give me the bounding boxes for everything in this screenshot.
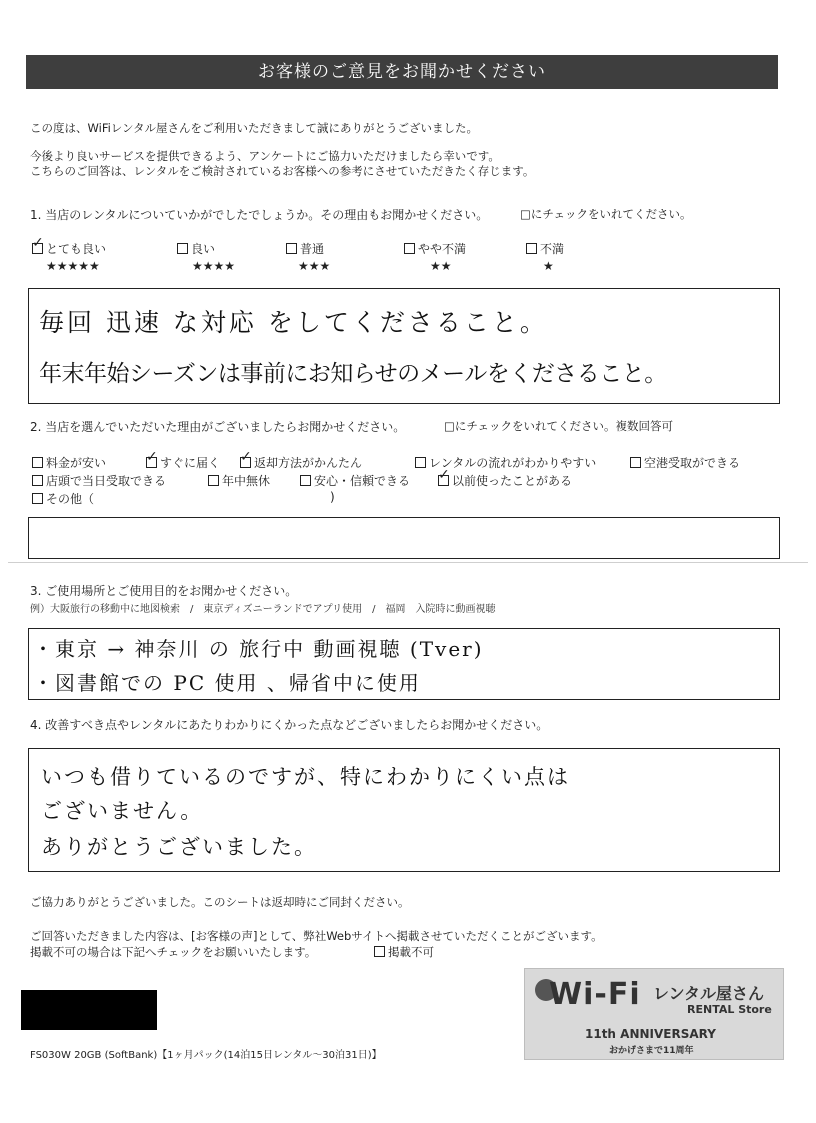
option-label: 以前使ったことがある [452,474,573,488]
brand-logo [524,968,784,1060]
stars-2: ★★ [430,259,452,273]
stars-1: ★ [543,259,554,273]
checkbox[interactable] [32,475,43,486]
logo-anniversary-sub: おかげさまで11周年 [609,1046,694,1056]
q3-question: 3. ご使用場所とご使用目的をお聞かせください。 [30,584,298,598]
q3-answer-line-1: ・東京 → 神奈川 の 旅行中 動画視聴 (Tver) [33,637,484,661]
q2-option-used-before[interactable] [438,472,572,489]
checkbox[interactable] [300,475,311,486]
q2-other-close-paren: ) [330,490,335,504]
logo-anniversary: 11th ANNIVERSARY [585,1027,716,1041]
q2-option-cheap[interactable] [32,454,106,471]
option-label: 年中無休 [222,474,271,488]
q1-answer-line-1: 毎回 迅速 な対応 をしてくださること。 [39,308,548,337]
option-label: 掲載不可 [388,945,434,959]
checkbox-checked[interactable] [438,475,449,486]
q2-option-fast-delivery[interactable] [146,454,220,471]
option-label: 料金が安い [46,456,107,470]
q2-option-easy-return[interactable] [240,454,362,471]
stars-5: ★★★★★ [46,259,100,273]
product-info: FS030W 20GB (SoftBank)【1ヶ月パック(14泊15日レンタル～30泊31日)】 [30,1050,382,1061]
q2-question: 2. 当店を選んでいただいた理由がございましたらお聞かせください。 [30,420,406,434]
q3-example: 例）大阪旅行の移動中に地図検索 / 東京ディズニーランドでアプリ使用 / 福岡 入院時に動画視聴 [30,604,496,615]
intro-line-3: こちらのご回答は、レンタルをご検討されているお客様への参考にさせていただきたく存じます。 [30,164,535,178]
q2-option-store-pickup[interactable] [32,472,166,489]
q1-answer-box[interactable] [28,288,780,404]
checkbox[interactable] [630,457,641,468]
option-label: すぐに届く [160,456,221,470]
checkbox[interactable] [286,243,297,254]
q2-option-trustworthy[interactable] [300,472,410,489]
option-label: 返却方法がかんたん [254,456,363,470]
q4-answer-line-2: ございません。 [41,799,204,823]
checkbox[interactable] [526,243,537,254]
checkbox[interactable] [415,457,426,468]
q1-instruction: □にチェックをいれてください。 [520,207,692,221]
option-label: 店頭で当日受取できる [46,474,167,488]
no-publish-option[interactable] [374,944,434,960]
option-label: 空港受取ができる [644,456,741,470]
q2-option-other[interactable] [32,490,94,507]
q2-answer-box[interactable] [28,517,780,559]
option-label: 不満 [540,242,565,256]
checkbox[interactable] [177,243,188,254]
logo-english-text: RENTAL Store [687,1003,772,1016]
logo-japanese-text: レンタル屋さん [653,984,764,1003]
intro-line-2: 今後より良いサービスを提供できるよう、アンケートにご協力いただけましたら幸いです。 [30,149,500,163]
q4-answer-box[interactable] [28,748,780,872]
checkbox[interactable] [32,493,43,504]
q1-answer-line-2: 年末年始シーズンは事前にお知らせのメールをくださること。 [39,361,667,387]
q4-answer-line-1: いつも借りているのですが、特にわかりにくい点は [41,765,570,789]
option-label: 普通 [300,242,325,256]
q1-option-slightly-dissatisfied[interactable] [404,240,466,257]
q1-option-normal[interactable] [286,240,324,257]
logo-wifi-text: Wi-Fi [549,977,641,1012]
option-label: 良い [191,242,216,256]
q3-answer-box[interactable] [28,628,780,700]
option-label: 安心・信頼できる [314,474,411,488]
redaction-block [21,990,157,1030]
checkbox-checked[interactable] [146,457,157,468]
form-title: お客様のご意見をお聞かせください [26,55,778,89]
checkbox[interactable] [32,457,43,468]
option-label: その他（ [46,492,95,506]
stars-3: ★★★ [298,259,331,273]
checkbox-checked[interactable] [240,457,251,468]
q1-option-very-good[interactable] [32,240,106,257]
q2-option-airport-pickup[interactable] [630,454,740,471]
q4-answer-line-3: ありがとうございました。 [41,835,317,859]
option-label: レンタルの流れがわかりやすい [429,456,597,470]
q3-answer-line-2: ・図書館での PC 使用 、帰省中に使用 [33,671,421,695]
q4-question: 4. 改善すべき点やレンタルにあたりわかりにくかった点などございましたらお聞かせください。 [30,718,549,732]
q2-instruction: □にチェックをいれてください。複数回答可 [444,419,674,433]
q2-option-open-all-year[interactable] [208,472,270,489]
q1-question: 1. 当店のレンタルについていかがでしたでしょうか。その理由もお聞かせください。 [30,208,489,222]
footer-publish-line-1: ご回答いただきました内容は、[お客様の声]として、弊社Webサイトへ掲載させていただくことがございます。 [30,929,603,943]
intro-line-1: この度は、WiFiレンタル屋さんをご利用いただきまして誠にありがとうございました。 [30,121,479,135]
checkbox[interactable] [208,475,219,486]
q1-option-dissatisfied[interactable] [526,240,564,257]
footer-thanks: ご協力ありがとうございました。このシートは返却時にご同封ください。 [30,895,410,909]
option-label: やや不満 [418,242,467,256]
footer-publish-line-2: 掲載不可の場合は下記へチェックをお願いいたします。 [30,945,317,959]
checkbox[interactable] [374,946,385,957]
fold-line [8,562,808,563]
stars-4: ★★★★ [192,259,236,273]
checkbox[interactable] [404,243,415,254]
q1-option-good[interactable] [177,240,215,257]
option-label: とても良い [46,242,107,256]
checkbox-checked[interactable] [32,243,43,254]
